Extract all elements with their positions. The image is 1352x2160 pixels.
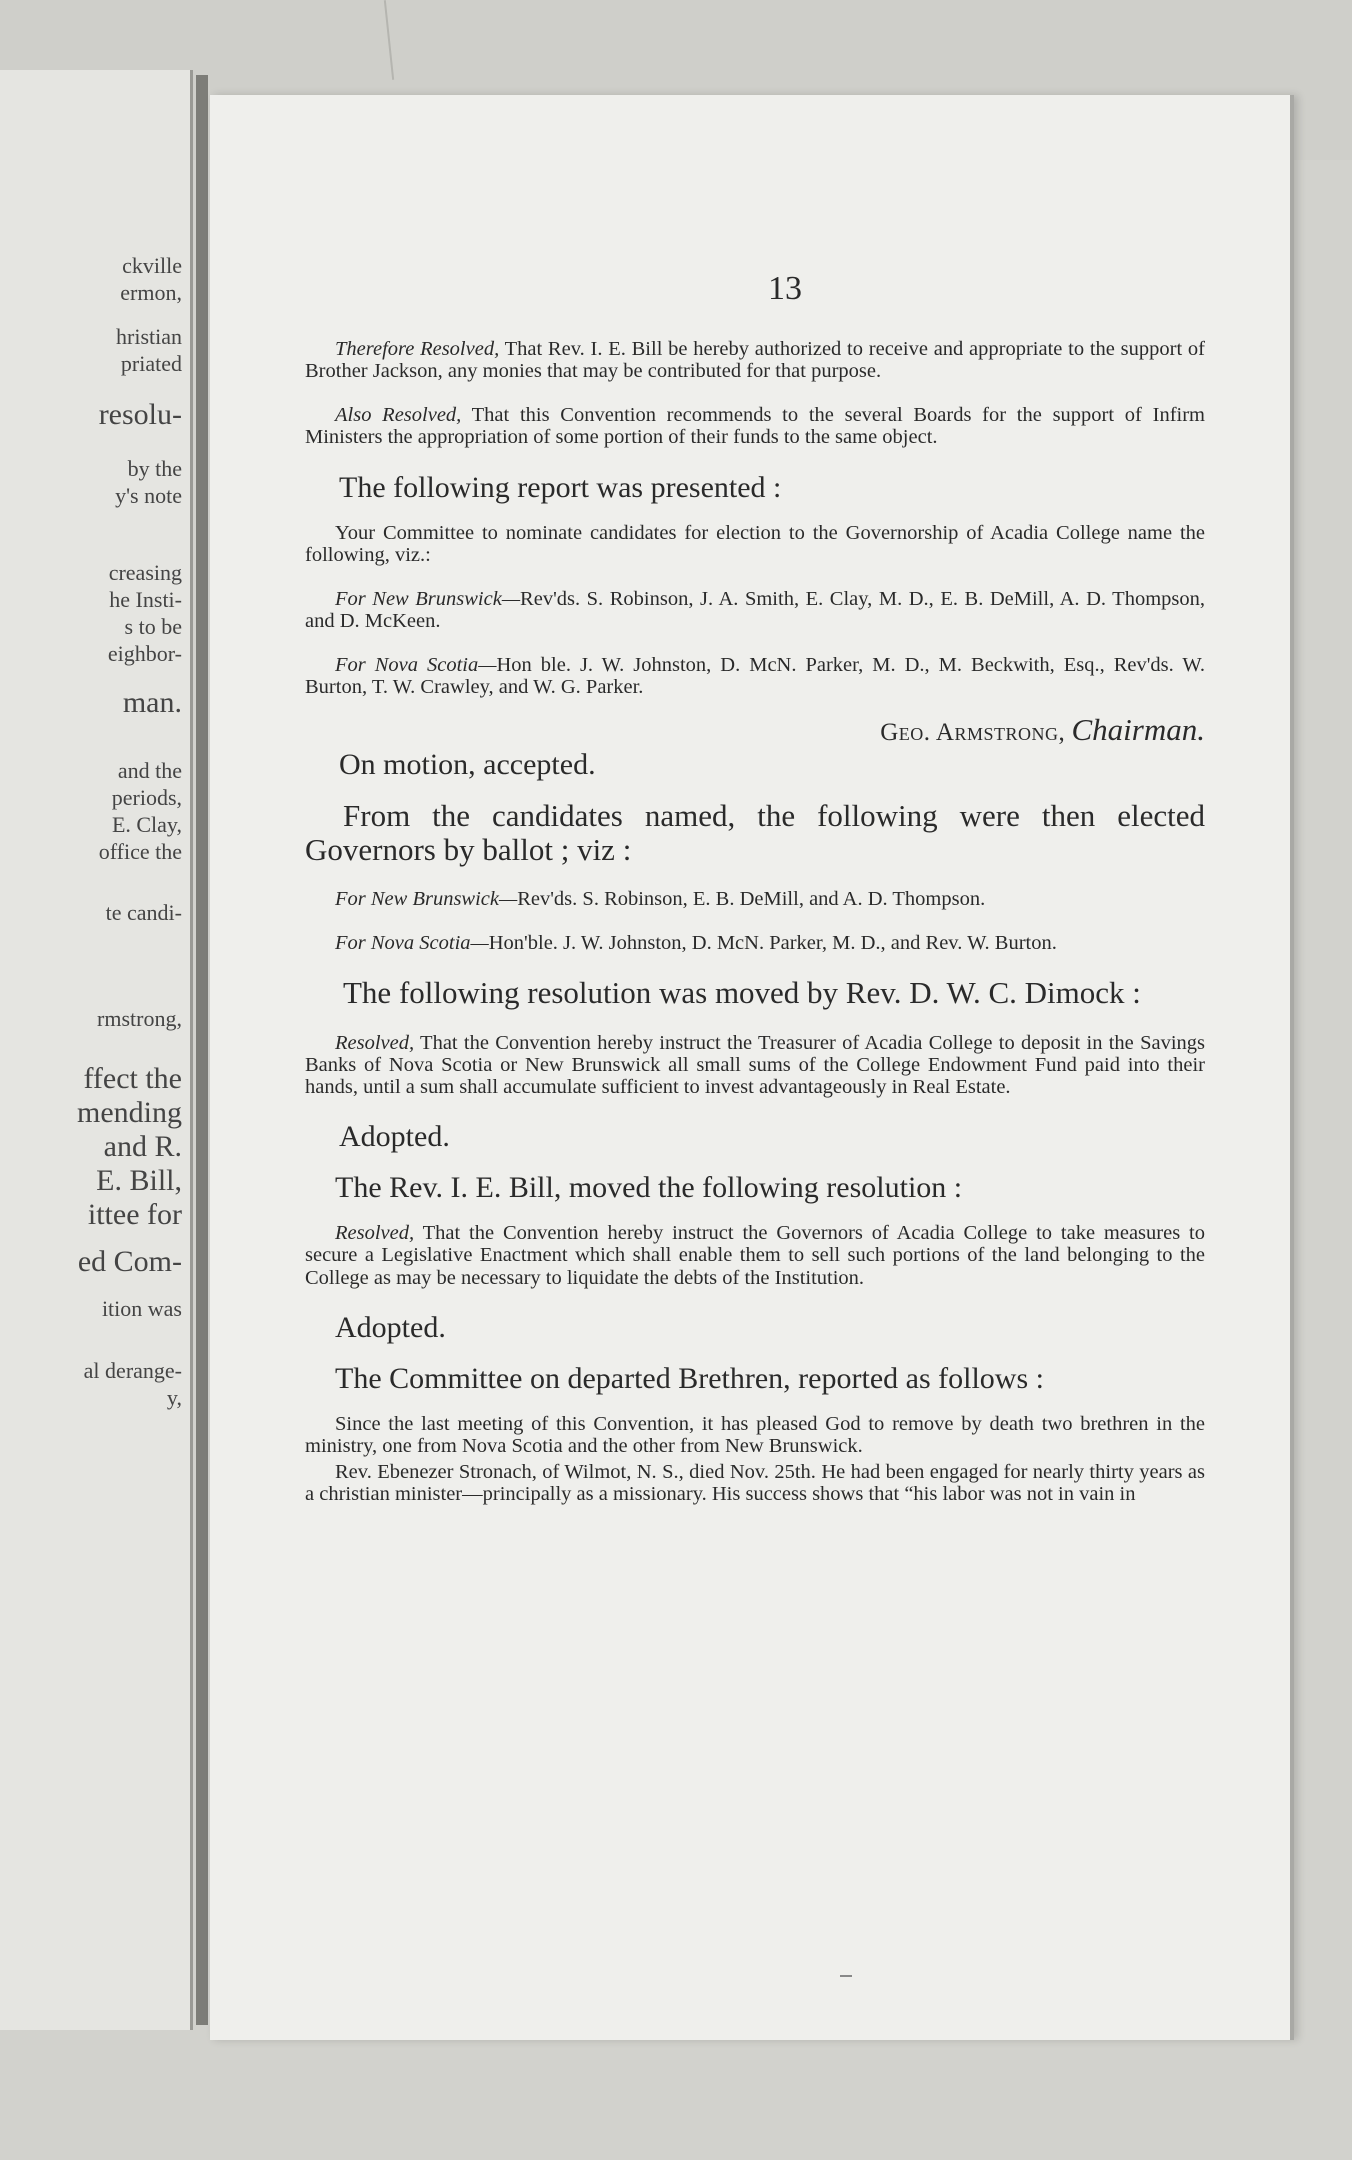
paragraph: Your Committee to nominate candidates for election to the Governorship of Acadia College name the following, viz.: [305, 521, 1205, 566]
left-page [0, 70, 193, 2030]
section-heading: The following report was presented : [339, 470, 782, 504]
left-page-fragment: creasing [108, 560, 182, 585]
paragraph-large: From the candidates named, the following were then elected Governors by ballot ; viz : [305, 798, 1205, 867]
paragraph [305, 404, 1205, 448]
paragraph-lead: For Nova Scotia— [335, 654, 497, 676]
paragraph-text: Hon'ble. J. W. Johnston, D. McN. Parker, M. D., and Rev. W. Burton. [488, 932, 1057, 955]
left-page-fragment: E. Bill, [96, 1164, 182, 1197]
left-page-fragment: al derange- [83, 1358, 182, 1383]
left-page-fragment: eighbor- [107, 641, 182, 666]
paragraph-text: That Rev. I. E. Bill be hereby authorized to receive and appropriate to the support of Brother Jackson, any monies that may be contributed for that purpose. [305, 338, 1205, 383]
left-page-fragment: y, [166, 1385, 182, 1410]
left-page-fragment: rmstrong, [97, 1006, 182, 1031]
paragraph: Since the last meeting of this Convention, it has pleased God to remove by death two brethren in the ministry, one from Nova Scotia and the other from New Brunswick. [305, 1412, 1205, 1457]
paragraph-large: The following resolution was moved by Rev. D. W. C. Dimock : [343, 975, 1141, 1011]
left-page-fragment: he Insti- [109, 587, 182, 612]
left-page-fragment: man. [122, 686, 182, 719]
left-page-fragment: ed Com- [77, 1245, 182, 1278]
left-page-fragment: te candi- [105, 900, 182, 925]
paragraph-text: Hon ble. J. W. Johnston, D. McN. Parker, M. D., M. Beckwith, Esq., Rev'ds. W. Burton, T. W. Crawley, and W. G. Parker. [305, 654, 1205, 699]
paragraph-lead: Resolved, [335, 1031, 415, 1054]
paragraph [305, 1032, 1205, 1098]
paragraph [305, 1222, 1205, 1288]
paragraph: Rev. Ebenezer Stronach, of Wilmot, N. S., died Nov. 25th. He had been engaged for nearly thirty years as a christian minister—principally as a missionary. His success shows that “his labor was not in vain in [305, 1460, 1205, 1506]
paragraph-lead: Also Resolved, [335, 404, 462, 427]
section-heading: The Committee on departed Brethren, reported as follows : [335, 1361, 1044, 1395]
paragraph-text: That the Convention hereby instruct the Governors of Acadia College to take measures to secure a Legislative Enactment which shall enable them to sell such portions of the land belonging to the College as may be necessary to liquidate the debts of the Institution. [305, 1222, 1205, 1289]
paragraph-lead: For New Brunswick— [335, 888, 518, 911]
paragraph-text: Rev'ds. S. Robinson, E. B. DeMill, and A. D. Thompson. [517, 888, 986, 911]
left-page-fragment: priated [120, 351, 182, 376]
left-page-fragment: ckville [122, 253, 182, 278]
signature-title: Chairman. [1071, 712, 1205, 748]
left-page-fragment: ermon, [120, 280, 182, 305]
book-spine [196, 75, 208, 2025]
left-page-fragment: office the [98, 839, 182, 864]
paragraph-lead: For New Brunswick— [335, 587, 521, 610]
paragraph-text: That this Convention recommends to the several Boards for the support of Infirm Ministers the appropriation of some portion of their funds to the same object. [305, 404, 1205, 449]
left-page-fragment: and R. [103, 1130, 182, 1163]
paragraph [305, 654, 1205, 698]
signature-name: Geo. Armstrong, [880, 719, 1066, 747]
left-page-fragment: E. Clay, [111, 812, 182, 837]
signature [305, 712, 1205, 748]
section-heading: Adopted. [339, 1120, 450, 1154]
paragraph-lead: Therefore Resolved, [335, 338, 500, 360]
left-page-fragment: y's note [115, 483, 182, 508]
left-page-fragment: resolu- [98, 398, 182, 431]
page-mark [840, 1975, 852, 1977]
left-page-fragment: hristian [116, 324, 182, 349]
left-page-fragment: mending [77, 1096, 182, 1129]
section-heading: Adopted. [335, 1310, 446, 1344]
left-page-fragment: by the [127, 456, 182, 481]
page-number: 13 [768, 270, 802, 307]
left-page-fragment: ittee for [87, 1198, 182, 1231]
left-page-fragment: and the [117, 758, 182, 783]
section-heading: On motion, accepted. [339, 748, 596, 782]
paragraph [305, 588, 1205, 632]
left-page-fragment: ffect the [83, 1062, 182, 1095]
left-page-fragment: periods, [111, 785, 182, 810]
paragraph [305, 888, 1205, 910]
paragraph-text: Rev'ds. S. Robinson, J. A. Smith, E. Clay, M. D., E. B. DeMill, A. D. Thompson, and D. McKeen. [305, 587, 1205, 632]
paragraph-lead: Resolved, [335, 1222, 415, 1245]
section-heading: The Rev. I. E. Bill, moved the following resolution : [335, 1171, 963, 1205]
paragraph [305, 932, 1205, 954]
page-content [305, 270, 1205, 1527]
paragraph [305, 338, 1205, 382]
paragraph-text: That the Convention hereby instruct the Treasurer of Acadia College to deposit in the Savings Banks of Nova Scotia or New Brunswick all small sums of the College Endowment Fund paid into their hands, until a sum shall accumulate sufficient to invest advantageously in Real Estate. [305, 1031, 1205, 1099]
left-page-fragment: s to be [124, 614, 182, 639]
paragraph-lead: For Nova Scotia— [335, 932, 489, 955]
left-page-fragment: ition was [101, 1296, 182, 1321]
right-page [210, 95, 1294, 2040]
